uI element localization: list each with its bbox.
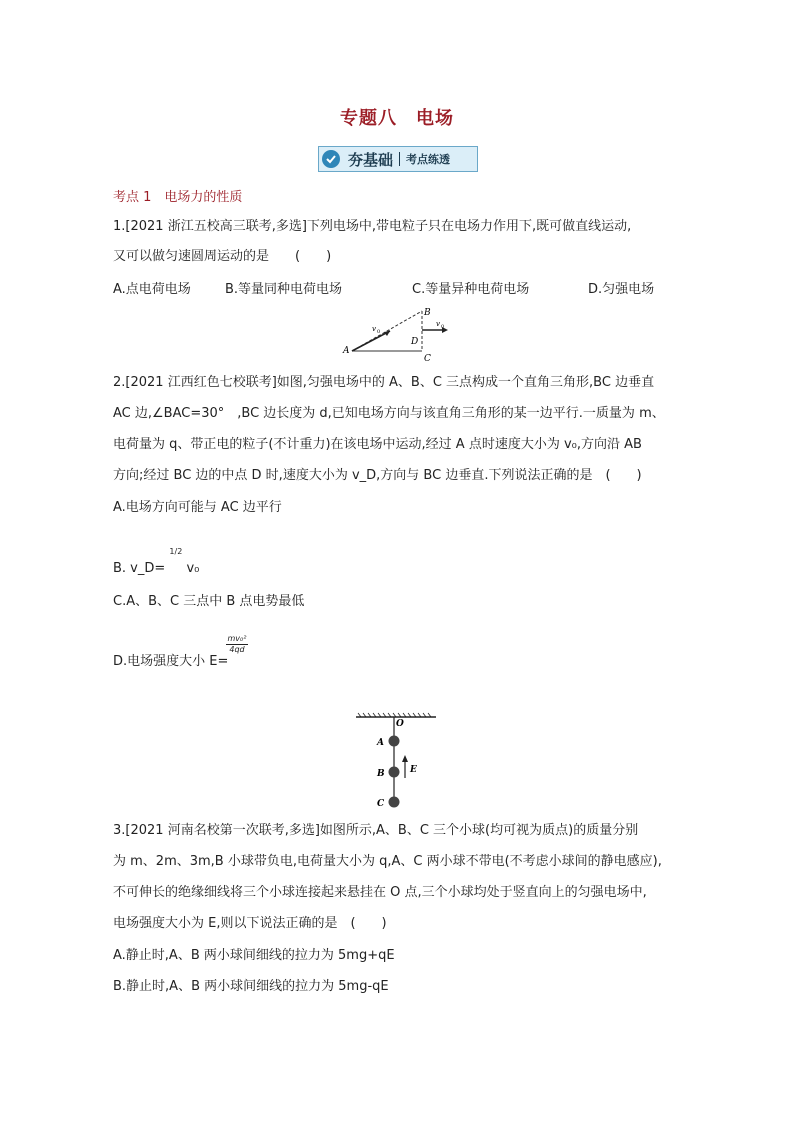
q3-line1: 3.[2021 河南名校第一次联考,多选]如图所示,A、B、C 三个小球(均可视为质点)的质量分别 [113,823,639,838]
fig1-label-a: A [343,346,350,356]
q2-option-b-fraction: 1/2 [169,547,183,556]
fig1-label-c: C [424,354,431,364]
q3-line3: 不可伸长的绝缘细线将三个小球连接起来悬挂在 O 点,三个小球均处于竖直向上的匀强电场中, [113,885,647,900]
q1-option-b: B.等量同种电荷电场 [225,282,343,297]
fig1-label-v0-left: v [372,325,376,333]
section-heading: 考点 1 电场力的性质 [113,190,243,205]
q1-option-c: C.等量异种电荷电场 [412,282,530,297]
q1-line2: 又可以做匀速圆周运动的是 ( ) [113,249,332,264]
q2-line1: 2.[2021 江西红色七校联考]如图,匀强电场中的 A、B、C 三点构成一个直角三角形,BC 边垂直 [113,375,655,390]
q3-line4: 电场强度大小为 E,则以下说法正确的是 ( ) [113,916,387,931]
q1-option-a: A.点电荷电场 [113,282,191,297]
q2-option-d [113,654,228,670]
q2-line2: AC 边,∠BAC=30° ,BC 边长度为 d,已知电场方向与该直角三角形的某一边平行.一质量为 m、 [113,406,665,421]
fig3-label-c: C [377,799,385,809]
q1-line1: 1.[2021 浙江五校高三联考,多选]下列电场中,带电粒子只在电场力作用下,既可做直线运动, [113,219,632,234]
hanging-balls-figure [350,712,440,810]
fig3-label-o: O [396,719,404,729]
q1-option-d: D.匀强电场 [588,282,655,297]
q3-option-a: A.静止时,A、B 两小球间细线的拉力为 5mg+qE [113,948,395,963]
q2-line4: 方向;经过 BC 边的中点 D 时,速度大小为 v_D,方向与 BC 边垂直.下列说法正确的是 ( ) [113,468,642,483]
q2-line3: 电荷量为 q、带正电的粒子(不计重力)在该电场中运动,经过 A 点时速度大小为 v₀,方向沿 AB [113,437,642,452]
q2-option-a: A.电场方向可能与 AC 边平行 [113,500,282,515]
q2-option-b [113,547,200,578]
banner-divider [399,152,400,166]
fig1-label-v0-right: v [436,320,440,328]
fig3-label-a: A [377,738,384,748]
q3-line2: 为 m、2m、3m,B 小球带负电,电荷量大小为 q,A、C 两小球不带电(不考虑小球间的静电感应), [113,854,662,869]
banner-sub: 考点练透 [406,153,451,166]
triangle-figure [340,305,460,365]
q2-option-d-fraction [226,634,248,654]
fig3-label-e: E [410,765,417,775]
check-icon [322,150,340,168]
fig3-label-b: B [377,769,385,779]
q2-option-c: C.A、B、C 三点中 B 点电势最低 [113,594,305,609]
q2-option-d-prefix: D.电场强度大小 E= [113,654,229,669]
fig1-label-v0-left-sub: 0 [377,329,381,335]
q2-option-b-suffix: v₀ [186,561,200,576]
q3-option-b: B.静止时,A、B 两小球间细线的拉力为 5mg-qE [113,979,389,994]
section-banner [318,146,478,172]
page-title: 专题八 电场 [340,108,454,129]
fig1-label-d: D [411,337,419,347]
q2-option-d-denominator: 4qd [229,645,245,654]
q2-option-d-numerator: mv₀² [227,634,247,643]
fig1-label-v0-right-sub: 0 [441,324,445,330]
fig1-label-b: B [424,308,431,318]
banner-main: 夯基础 [348,150,394,169]
q2-option-b-prefix: B. v_D= [113,561,166,576]
